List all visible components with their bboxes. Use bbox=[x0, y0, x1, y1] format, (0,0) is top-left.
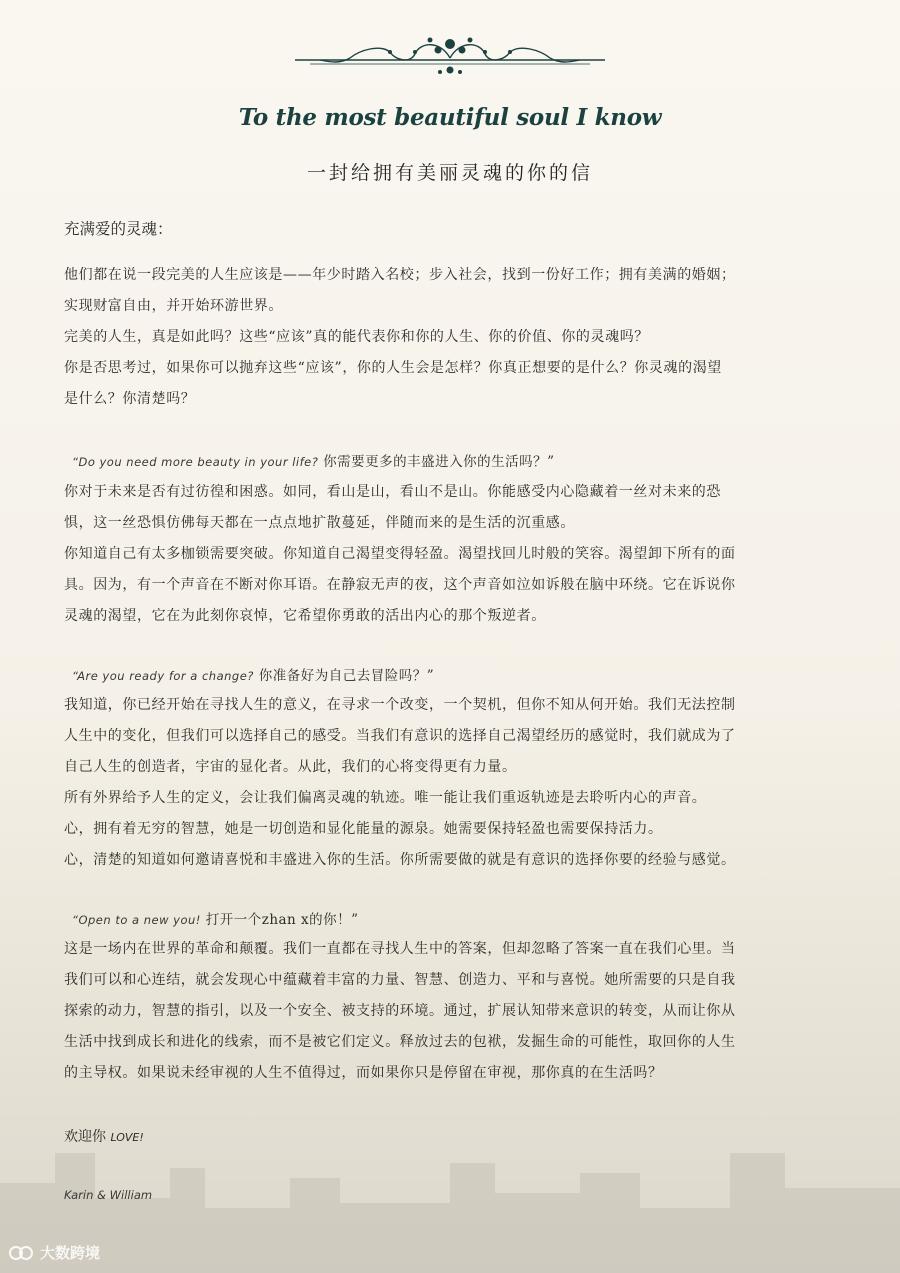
text-line: 生活中找到成长和进化的线索，而不是被它们定义。释放过去的包袱，发掘生命的可能性，取回你的人生 bbox=[64, 1034, 736, 1050]
text-line: 实现财富自由，并开始环游世界。 bbox=[64, 298, 283, 314]
watermark-logo-icon bbox=[8, 1243, 34, 1263]
text-line: 你对于未来是否有过彷徨和困惑。如同，看山是山，看山不是山。你能感受内心隐藏着一丝对未来的恐 bbox=[64, 484, 721, 500]
text-line: 你知道自己有太多枷锁需要突破。你知道自己渴望变得轻盈。渴望找回儿时般的笑容。渴望卸下所有的面 bbox=[64, 546, 736, 562]
welcome-chinese: 欢迎你 bbox=[64, 1129, 106, 1145]
paragraph-section-4 bbox=[64, 934, 842, 1089]
quote-english: “Are you ready for a change? bbox=[72, 669, 254, 683]
paragraph-section-3 bbox=[64, 690, 842, 876]
text-line: 人生中的变化，但我们可以选择自己的感受。当我们有意识的选择自己渴望经历的感觉时，我们就成为了 bbox=[64, 728, 736, 744]
text-line: 探索的动力，智慧的指引，以及一个安全、被支持的环境。通过，扩展认知带来意识的转变，从而让你从 bbox=[64, 1003, 736, 1019]
text-line: 你是否思考过，如果你可以抛弃这些“应该”，你的人生会是怎样？你真正想要的是什么？你灵魂的渴望 bbox=[64, 360, 722, 376]
text-line: 心，拥有着无穷的智慧，她是一切创造和显化能量的源泉。她需要保持轻盈也需要保持活力。 bbox=[64, 821, 663, 837]
text-line: 完美的人生，真是如此吗？这些“应该”真的能代表你和你的人生、你的价值、你的灵魂吗？ bbox=[64, 329, 649, 345]
text-line: 是什么？你清楚吗？ bbox=[64, 391, 196, 407]
page-title-english: To the most beautiful soul I know bbox=[238, 104, 662, 131]
paragraph-section-2 bbox=[64, 477, 842, 632]
text-line: 具。因为，有一个声音在不断对你耳语。在静寂无声的夜，这个声音如泣如诉般在脑中环绕。它在诉说你 bbox=[64, 577, 736, 593]
watermark-text: 大数跨境 bbox=[40, 1244, 101, 1262]
quote-1 bbox=[72, 450, 555, 470]
quote-english: “Open to a new you! bbox=[72, 913, 201, 927]
welcome-line bbox=[64, 1126, 144, 1146]
text-line: 自己人生的创造者，宇宙的显化者。从此，我们的心将变得更有力量。 bbox=[64, 759, 517, 775]
welcome-love: LOVE! bbox=[110, 1131, 144, 1144]
floral-ornament-icon bbox=[290, 30, 610, 80]
page-title-chinese: 一封给拥有美丽灵魂的你的信 bbox=[306, 162, 593, 184]
signature: Karin & William bbox=[64, 1188, 153, 1202]
text-line: 灵魂的渴望，它在为此刻你哀悼，它希望你勇敢的活出内心的那个叛逆者。 bbox=[64, 608, 546, 624]
text-line: 他们都在说一段完美的人生应该是——年少时踏入名校；步入社会，找到一份好工作；拥有美满的婚姻； bbox=[64, 267, 736, 283]
quote-chinese: 你准备好为自己去冒险吗？” bbox=[258, 668, 435, 684]
text-line: 惧，这一丝恐惧仿佛每天都在一点点地扩散蔓延，伴随而来的是生活的沉重感。 bbox=[64, 515, 575, 531]
text-line: 的主导权。如果说未经审视的人生不值得过，而如果你只是停留在审视，那你真的在生活吗？ bbox=[64, 1065, 663, 1081]
text-line: 心，清楚的知道如何邀请喜悦和丰盛进入你的生活。你所需要做的就是有意识的选择你要的经验与感觉。 bbox=[64, 852, 736, 868]
greeting: 充满爱的灵魂： bbox=[64, 220, 173, 238]
paragraph-section-1 bbox=[64, 260, 842, 415]
text-line: 我知道，你已经开始在寻找人生的意义，在寻求一个改变，一个契机，但你不知从何开始。我们无法控制 bbox=[64, 697, 736, 713]
quote-english: “Do you need more beauty in your life? bbox=[72, 455, 319, 469]
quote-chinese: 你需要更多的丰盛进入你的生活吗？” bbox=[323, 454, 555, 470]
watermark bbox=[8, 1242, 100, 1263]
text-line: 所有外界给予人生的定义，会让我们偏离灵魂的轨迹。唯一能让我们重返轨迹是去聆听内心的声音。 bbox=[64, 790, 707, 806]
text-line: 这是一场内在世界的革命和颠覆。我们一直都在寻找人生中的答案，但却忽略了答案一直在我们心里。当 bbox=[64, 941, 736, 957]
quote-3 bbox=[72, 908, 359, 928]
quote-chinese: 打开一个zhan x的你！” bbox=[205, 912, 359, 928]
text-line: 我们可以和心连结，就会发现心中蕴藏着丰富的力量、智慧、创造力、平和与喜悦。她所需要的只是自我 bbox=[64, 972, 736, 988]
quote-2 bbox=[72, 664, 434, 684]
